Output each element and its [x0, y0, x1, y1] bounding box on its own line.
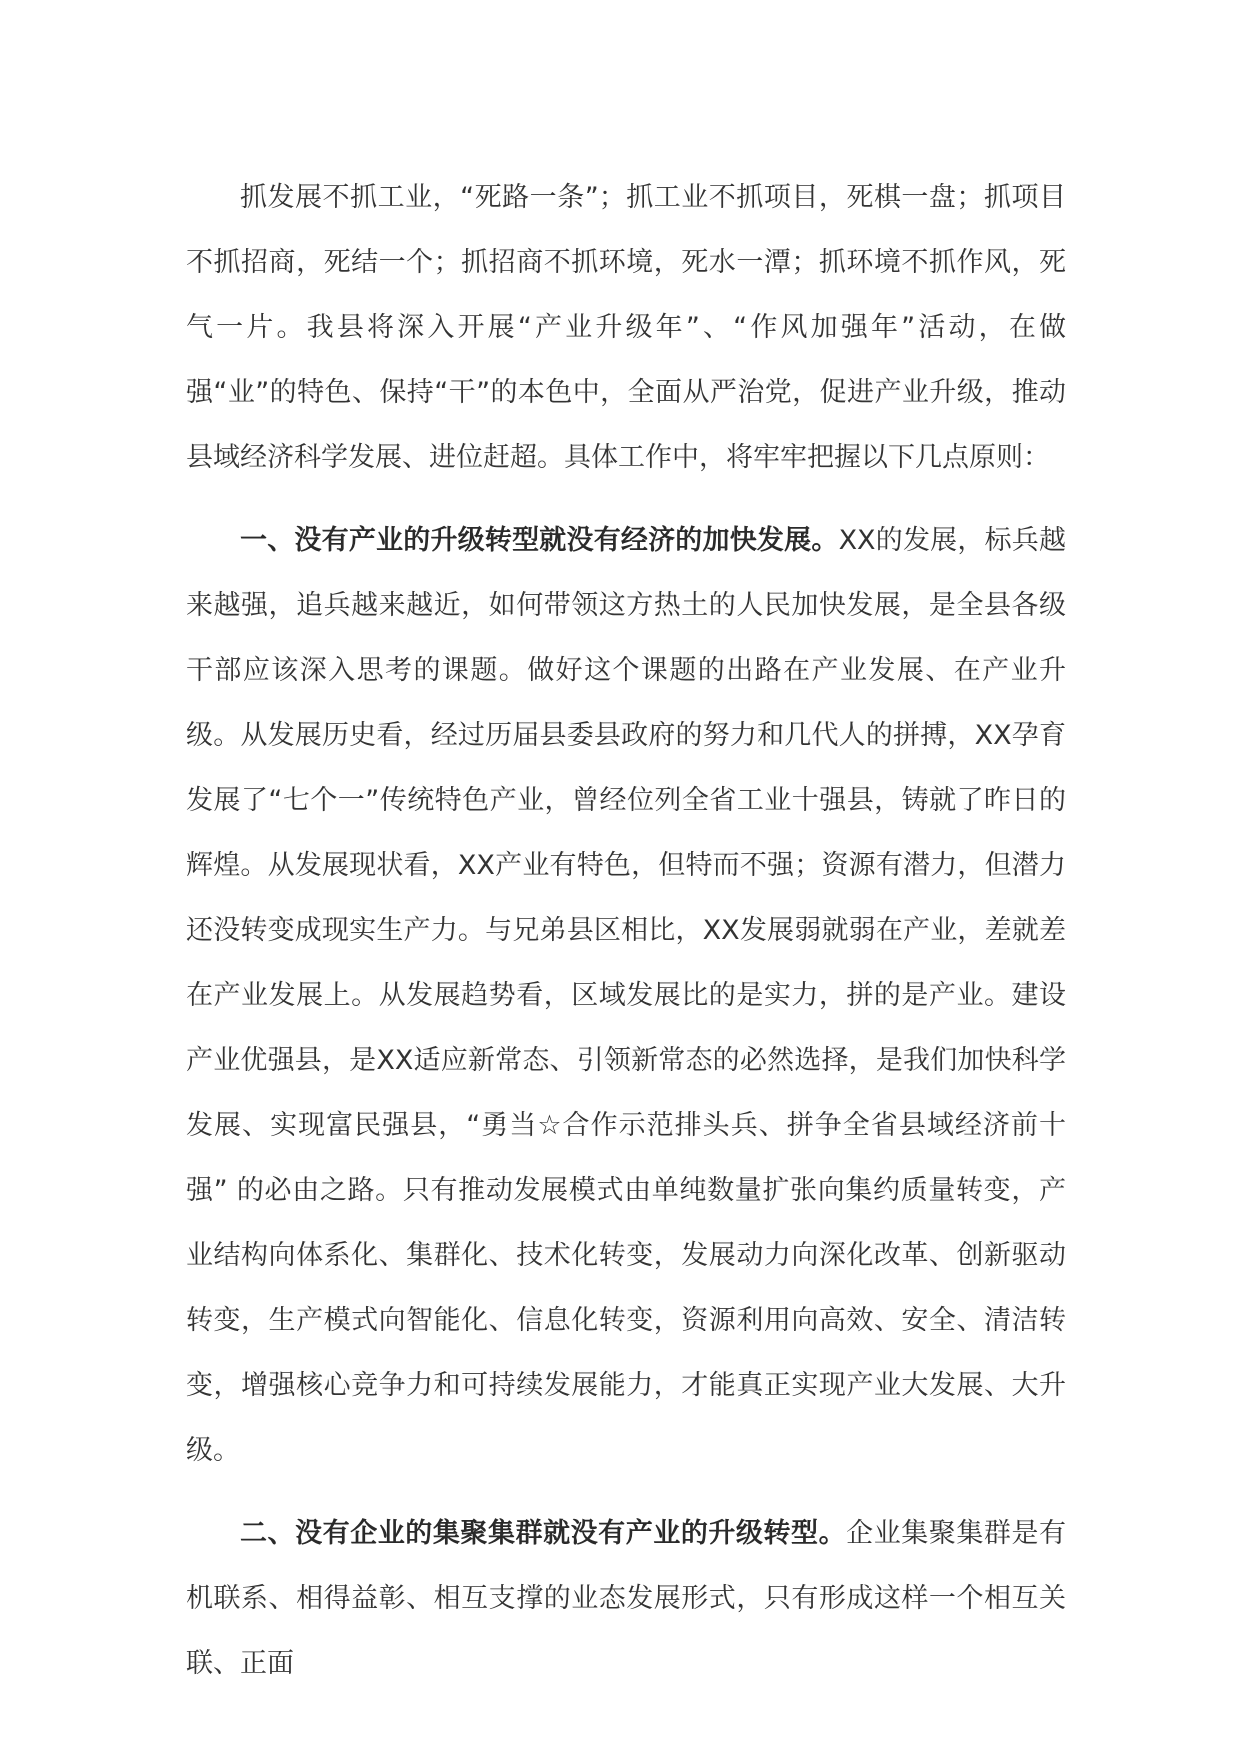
section-one-heading: 一、没有产业的升级转型就没有经济的加快发展。: [240, 525, 839, 556]
section-one-paragraph: [186, 508, 1066, 1483]
section-two-heading: 二、没有企业的集聚集群就没有产业的升级转型。: [240, 1518, 847, 1549]
document-body: [186, 165, 1066, 1696]
intro-paragraph: [186, 165, 1066, 490]
intro-paragraph-text: 抓发展不抓工业，“死路一条”；抓工业不抓项目，死棋一盘；抓项目不抓招商，死结一个；抓招商不抓环境，死水一潭；抓环境不抓作风，死气一片。我县将深入开展“产业升级年”、“作风加强年”活动，在做强“业”的特色、保持“干”的本色中，全面从严治党，促进产业升级，推动县域经济科学发展、进位赶超。具体工作中，将牢牢把握以下几点原则：: [186, 182, 1066, 473]
section-two-text: 企业集聚集群是有机联系、相得益彰、相互支撑的业态发展形式，只有形成这样一个相互关联、正面: [186, 1518, 1067, 1679]
section-one-text: XX的发展，标兵越来越强，追兵越来越近，如何带领这方热土的人民加快发展，是全县各级干部应该深入思考的课题。做好这个课题的出路在产业发展、在产业升级。从发展历史看，经过历届县委县政府的努力和几代人的拼搏，XX孕育发展了“七个一”传统特色产业，曾经位列全省工业十强县，铸就了昨日的辉煌。从发展现状看，XX产业有特色，但特而不强；资源有潜力，但潜力还没转变成现实生产力。与兄弟县区相比，XX发展弱就弱在产业，差就差在产业发展上。从发展趋势看，区域发展比的是实力，拼的是产业。建设产业优强县，是XX适应新常态、引领新常态的必然选择，是我们加快科学发展、实现富民强县，“勇当☆合作示范排头兵、拼争全省县域经济前十强” 的必由之路。只有推动发展模式由单纯数量扩张向集约质量转变，产业结构向体系化、集群化、技术化转变，发展动力向深化改革、创新驱动转变，生产模式向智能化、信息化转变，资源利用向高效、安全、清洁转变，增强核心竞争力和可持续发展能力，才能真正实现产业大发展、大升级。: [186, 525, 1067, 1466]
section-two-paragraph: [186, 1501, 1066, 1696]
